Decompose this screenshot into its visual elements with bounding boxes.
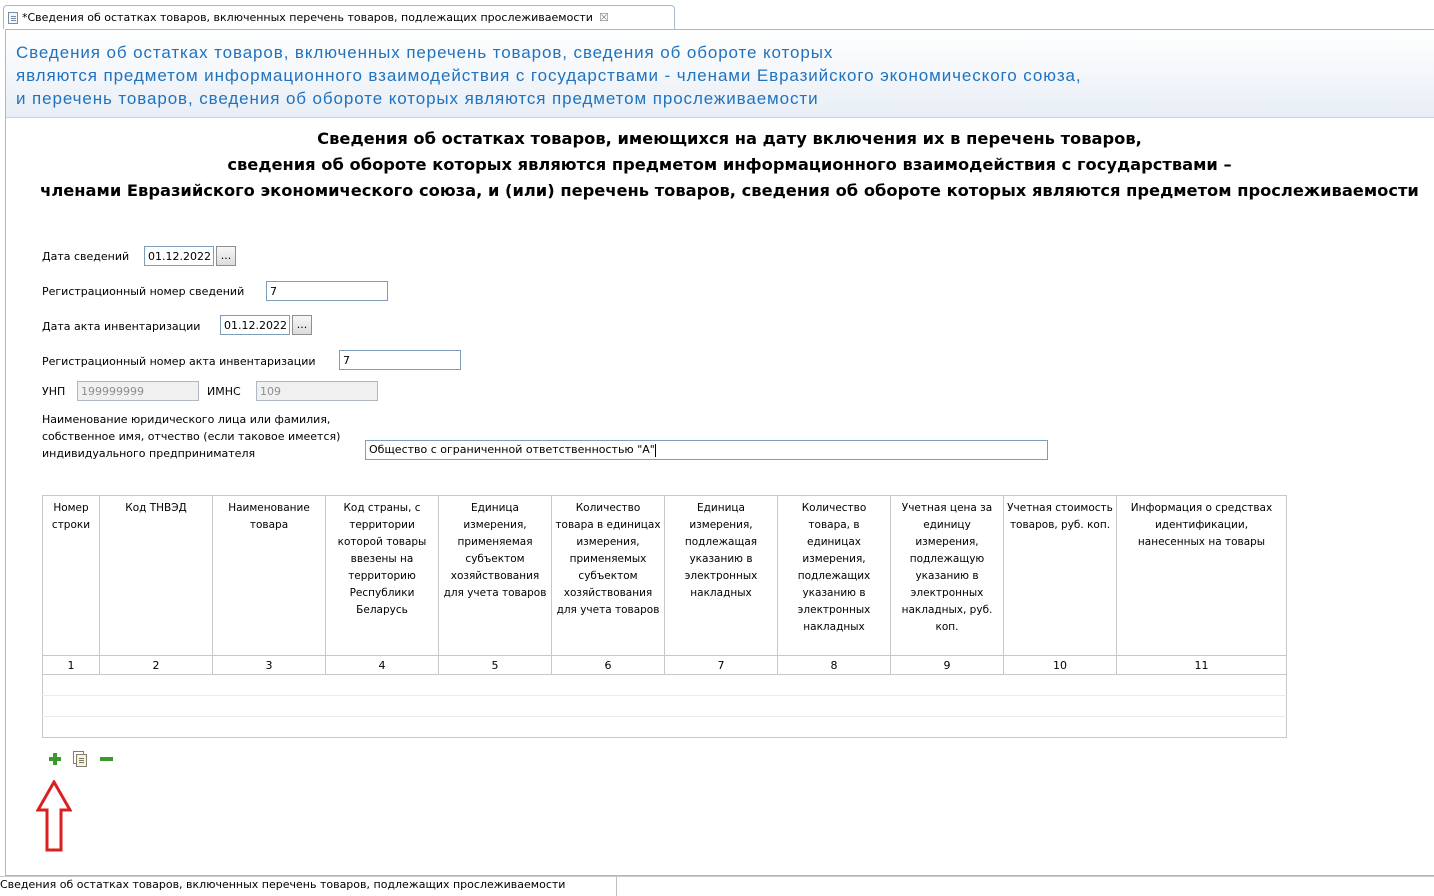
column-header-quantity[interactable]: Количество товара в единицах измерения, применяемых субъектом хозяйствования для учета товаров — [552, 496, 665, 656]
page-title-line-2: являются предметом информационного взаимодействия с государствами - членами Евразийского экономического союза, — [16, 66, 1082, 85]
column-header-invoice-unit[interactable]: Единица измерения, подлежащая указанию в электронных накладных — [665, 496, 778, 656]
form-title-line-1: Сведения об остатках товаров, имеющихся на дату включения их в перечень товаров, — [317, 129, 1142, 148]
arrow-up-icon — [36, 780, 72, 852]
add-row-icon[interactable] — [48, 752, 62, 766]
reg-number-field[interactable] — [266, 281, 388, 301]
form-title-line-3: членами Евразийского экономического союза, и (или) перечень товаров, сведения об обороте которых являются предметом прослеживаемости — [40, 181, 1419, 200]
tab-label: *Сведения об остатках товаров, включенных перечень товаров, подлежащих прослеживаемости — [22, 11, 593, 24]
unp-field — [77, 381, 199, 401]
table-row[interactable] — [43, 675, 1287, 696]
document-icon — [8, 12, 18, 24]
form-title — [30, 126, 1429, 204]
table-header-row — [43, 496, 1287, 656]
info-date-label: Дата сведений — [42, 250, 130, 263]
imns-field — [256, 381, 378, 401]
column-header-row-number[interactable]: Номер строки — [43, 496, 100, 656]
name-label-line-1: Наименование юридического лица или фамилия, — [42, 413, 331, 426]
editor-tab-bar — [0, 0, 1434, 30]
imns-label: ИМНС — [207, 385, 241, 398]
info-date-picker-button[interactable]: ... — [216, 246, 236, 266]
close-icon[interactable]: ☒ — [598, 11, 609, 24]
column-number: 5 — [439, 656, 552, 675]
page-title — [16, 41, 1082, 110]
column-header-total-cost[interactable]: Учетная стоимость товаров, руб. коп. — [1004, 496, 1117, 656]
column-number: 3 — [213, 656, 326, 675]
remove-row-icon[interactable] — [100, 757, 113, 761]
form-header — [6, 30, 1434, 118]
column-header-invoice-quantity[interactable]: Количество товара, в единицах измерения, подлежащих указанию в электронных накладных — [778, 496, 891, 656]
column-number: 6 — [552, 656, 665, 675]
column-header-identification[interactable]: Информация о средствах идентификации, нанесенных на товары — [1117, 496, 1287, 656]
inventory-reg-label: Регистрационный номер акта инвентаризации — [42, 355, 316, 368]
status-bar — [0, 876, 1434, 896]
column-header-goods-name[interactable]: Наименование товара — [213, 496, 326, 656]
name-label-line-2: собственное имя, отчество (если таковое имеется) — [42, 430, 341, 443]
column-number: 8 — [778, 656, 891, 675]
status-separator — [616, 877, 617, 896]
entity-name-field[interactable] — [365, 440, 1048, 460]
column-header-tnved-code[interactable]: Код ТНВЭД — [100, 496, 213, 656]
column-numbers-row — [43, 656, 1287, 675]
page-title-line-3: и перечень товаров, сведения об обороте которых являются предметом прослеживаемости — [16, 89, 819, 108]
inventory-reg-field[interactable] — [339, 350, 461, 370]
table-row[interactable] — [43, 717, 1287, 738]
inventory-date-field[interactable] — [220, 315, 290, 335]
column-number: 11 — [1117, 656, 1287, 675]
column-number: 1 — [43, 656, 100, 675]
table-row[interactable] — [43, 696, 1287, 717]
column-header-unit-price[interactable]: Учетная цена за единицу измерения, подлежащую указанию в электронных накладных, руб. коп. — [891, 496, 1004, 656]
page-title-line-1: Сведения об остатках товаров, включенных перечень товаров, сведения об обороте которых — [16, 43, 834, 62]
info-date-field[interactable] — [144, 246, 214, 266]
goods-table — [42, 495, 1287, 738]
name-label-line-3: индивидуального предпринимателя — [42, 447, 256, 460]
column-number: 10 — [1004, 656, 1117, 675]
entity-name-value: Общество с ограниченной ответственностью "А" — [369, 443, 655, 456]
reg-number-label: Регистрационный номер сведений — [42, 285, 245, 298]
status-text: Сведения об остатках товаров, включенных перечень товаров, подлежащих прослеживаемости — [0, 878, 566, 891]
copy-row-icon[interactable] — [73, 751, 86, 766]
text-cursor — [655, 444, 656, 457]
column-number: 7 — [665, 656, 778, 675]
column-number: 4 — [326, 656, 439, 675]
column-header-unit[interactable]: Единица измерения, применяемая субъектом хозяйствования для учета товаров — [439, 496, 552, 656]
inventory-date-picker-button[interactable]: ... — [292, 315, 312, 335]
column-header-country-code[interactable]: Код страны, с территории которой товары ввезены на территорию Республики Беларусь — [326, 496, 439, 656]
editor-tab[interactable] — [3, 5, 675, 29]
column-number: 2 — [100, 656, 213, 675]
form-title-line-2: сведения об обороте которых являются предметом информационного взаимодействия с государствами – — [227, 155, 1232, 174]
inventory-date-label: Дата акта инвентаризации — [42, 320, 201, 333]
column-number: 9 — [891, 656, 1004, 675]
unp-label: УНП — [42, 385, 66, 398]
